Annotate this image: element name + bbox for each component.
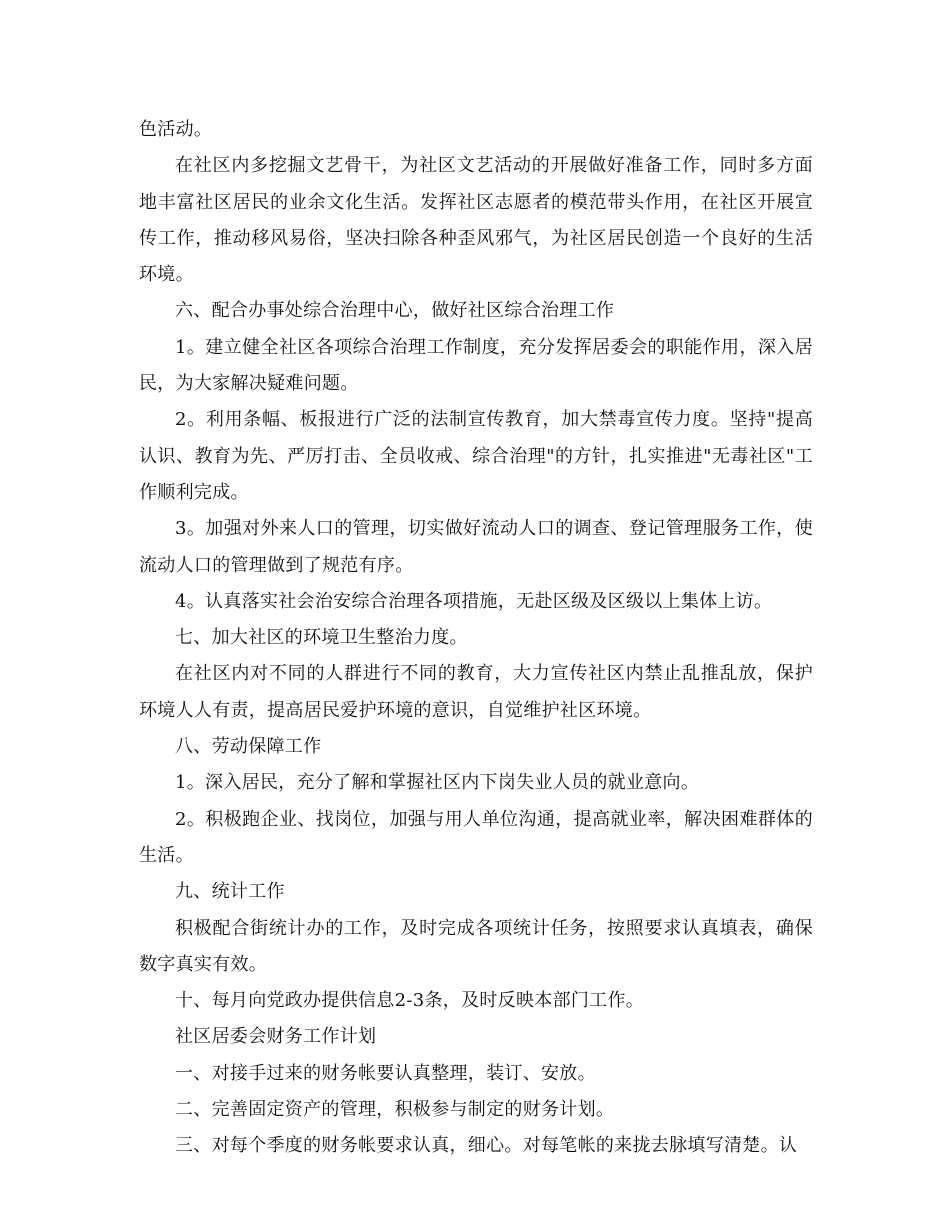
section-heading-finance-plan: 社区居委会财务工作计划 [175, 1026, 377, 1048]
list-item-governance-3: 3。加强对外来人口的管理，切实做好流动人口的调查、登记管理服务工作，使流动人口的管理做到了规范有序。 [139, 518, 813, 576]
list-item-governance-2: 2。利用条幅、板报进行广泛的法制宣传教育，加大禁毒宣传力度。坚持"提高认识、教育为先、严厉打击、全员收戒、综合治理"的方针，扎实推进"无毒社区"工作顺利完成。 [139, 409, 813, 503]
list-item-labor-2: 2。积极跑企业、找岗位，加强与用人单位沟通，提高就业率，解决困难群体的生活。 [139, 808, 813, 866]
section-heading-information: 十、每月向党政办提供信息2-3条，及时反映本部门工作。 [175, 990, 645, 1012]
list-item-governance-1: 1。建立健全社区各项综合治理工作制度，充分发挥居委会的职能作用，深入居民，为大家解决疑难问题。 [139, 336, 813, 395]
list-item-finance-1: 一、对接手过来的财务帐要认真整理，装订、安放。 [175, 1062, 596, 1084]
section-heading-environment: 七、加大社区的环境卫生整治力度。 [175, 627, 468, 649]
paragraph-environment: 在社区内对不同的人群进行不同的教育，大力宣传社区内禁止乱推乱放，保护环境人人有责，提高居民爱护环境的意识，自觉维护社区环境。 [139, 663, 813, 721]
section-heading-labor: 八、劳动保障工作 [175, 736, 322, 758]
list-item-labor-1: 1。深入居民，充分了解和掌握社区内下岗失业人员的就业意向。 [175, 772, 700, 794]
list-item-governance-4: 4。认真落实社会治安综合治理各项措施，无赴区级及区级以上集体上访。 [175, 590, 773, 612]
section-heading-comprehensive-governance: 六、配合办事处综合治理中心，做好社区综合治理工作 [175, 300, 615, 322]
paragraph-statistics: 积极配合街统计办的工作，及时完成各项统计任务，按照要求认真填表，确保数字真实有效。 [139, 917, 813, 975]
body-text [139, 112, 813, 1165]
paragraph-culture-activities: 在社区内多挖掘文艺骨干，为社区文艺活动的开展做好准备工作，同时多方面地丰富社区居民的业余文化生活。发挥社区志愿者的模范带头作用，在社区开展宣传工作，推动移风易俗，坚决扫除各种歪风邪气，为社区居民创造一个良好的生活环境。 [139, 155, 813, 286]
section-heading-statistics: 九、统计工作 [175, 881, 285, 903]
paragraph-continuation: 色活动。 [139, 119, 213, 140]
list-item-finance-2: 二、完善固定资产的管理，积极参与制定的财务计划。 [175, 1099, 615, 1121]
list-item-finance-3: 三、对每个季度的财务帐要求认真，细心。对每笔帐的来拢去脉填写清楚。认 [175, 1135, 798, 1157]
